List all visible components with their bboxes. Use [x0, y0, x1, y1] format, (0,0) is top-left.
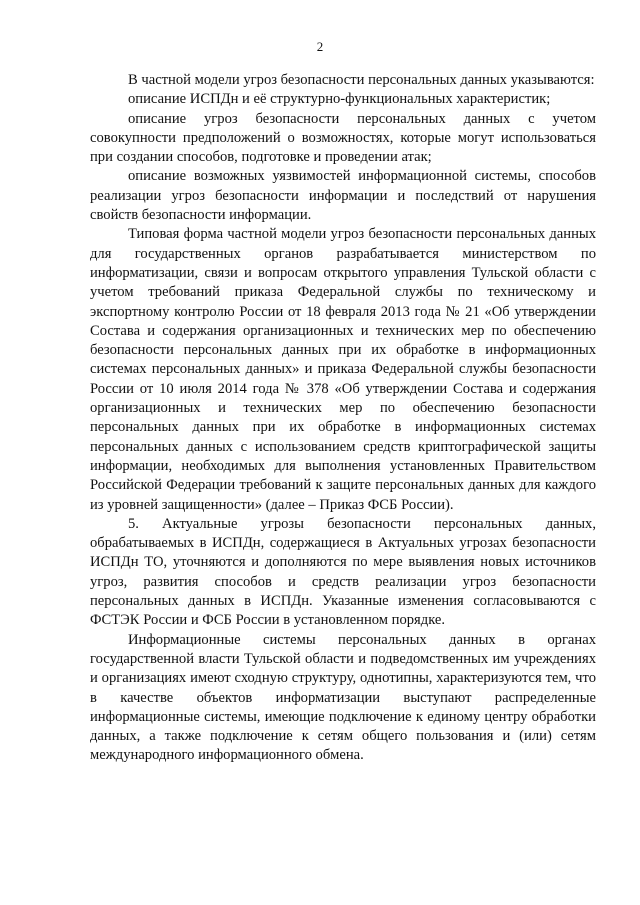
paragraph-vulnerabilities: описание возможных уязвимостей информационной системы, способов реализации угроз безопасности информации и последствий от нарушения свойств безопасности информации.: [90, 168, 596, 224]
paragraph-intro: В частной модели угроз безопасности персональных данных указываются:: [128, 72, 595, 88]
paragraph-threat-description: описание угроз безопасности персональных данных с учетом совокупности предположений о возможностях, которые могут использоваться при создании способов, подготовке и проведении атак;: [90, 110, 596, 166]
paragraph-typical-form: Типовая форма частной модели угроз безопасности персональных данных для государственных органов разрабатывается министерством по информатизации, связи и вопросам открытого управления Тульской области с учетом требований приказа Федеральной службы по техническому и экспортному контролю России от 18 февраля 2013 года № 21 «Об утверждении Состава и содержания организационных и технических мер по обеспечению безопасности персональных данных при их обработке в информационных системах персональных данных» и приказа Федеральной службы безопасности России от 10 июля 2014 года № 378 «Об утверждении Состава и содержания организационных и технических мер по обеспечению безопасности персональных данных при их обработке в информационных системах персональных данных с использованием средств криптографической защиты информации, необходимых для выполнения установленных Правительством Российской Федерации требований к защите персональных данных для каждого из уровней защищенности» (далее – Приказ ФСБ России).: [90, 226, 596, 513]
paragraph-item-5: 5. Актуальные угрозы безопасности персональных данных, обрабатываемых в ИСПДн, содержащиеся в Актуальных угрозах безопасности ИСПДн ТО, уточняются и дополняются по мере выявления новых источников угроз, развития способов и средств реализации угроз безопасности персональных данных в ИСПДн. Указанные изменения согласовываются с ФСТЭК России и ФСБ России в установленном порядке.: [90, 515, 596, 629]
paragraph-ispdn-description: описание ИСПДн и её структурно-функциональных характеристик;: [128, 91, 551, 108]
page-number: 2: [316, 39, 324, 54]
paragraph-information-systems: Информационные системы персональных данных в органах государственной власти Тульской области и подведомственных им учреждениях и организациях имеют сходную структуру, однотипны, характеризуются тем, что в качестве объектов информатизации выступают распределенные информационные системы, имеющие подключение к единому центру обработки данных, а также подключение к сетям общего пользования и (или) сетям международного информационного обмена.: [90, 631, 596, 764]
document-body: [90, 71, 596, 766]
